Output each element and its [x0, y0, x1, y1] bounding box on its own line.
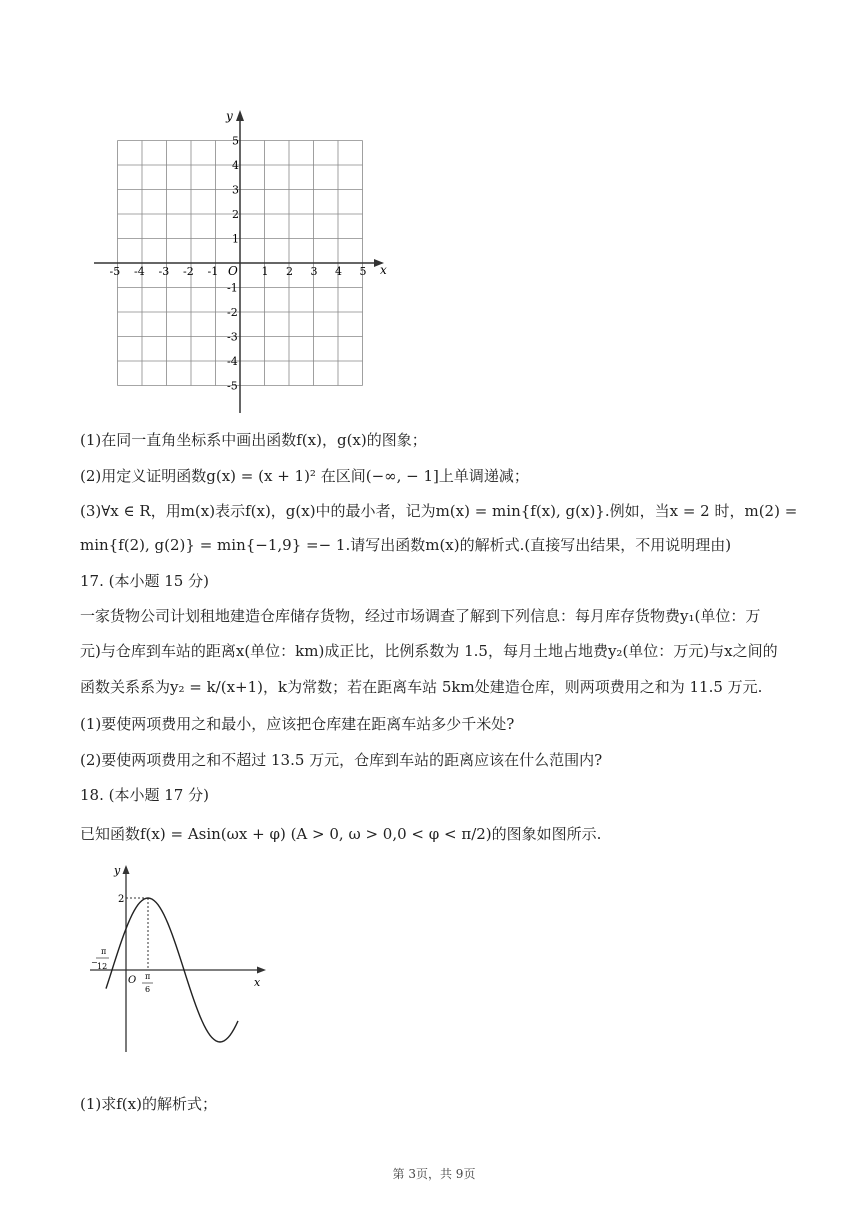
y-axis-arrow-icon [123, 865, 130, 874]
y-tick-label: -2 [227, 306, 238, 319]
x-tick-label: -2 [183, 265, 194, 278]
y-tick-label: -4 [227, 355, 238, 368]
q18-text-line-1: 已知函数f(x) = Asin(ωx + φ) (A > 0, ω > 0,0 < φ < π/2)的图象如图所示. [80, 825, 602, 843]
x-tick-label: 2 [286, 265, 293, 278]
q17-heading: 17. (本小题 15 分) [80, 572, 209, 590]
x-tick-label: 3 [310, 265, 318, 278]
y-tick-label: 4 [232, 159, 239, 172]
q16-part-2: (2)用定义证明函数g(x) = (x + 1)² 在区间(−∞, − 1]上单调递减； [80, 467, 529, 485]
q17-text-line-1: 一家货物公司计划租地建造仓库储存货物，经过市场调查了解到下列信息：每月库存货物费y₁(单位：万 [80, 607, 761, 625]
page-footer: 第 3页，共 9页 [392, 1167, 476, 1181]
y-tick-label: -3 [227, 330, 238, 344]
y-tick-label: -5 [227, 379, 238, 393]
y-tick-label: 3 [232, 183, 239, 197]
q18-heading: 18. (本小题 17 分) [80, 786, 209, 804]
q17-part-1: (1)要使两项费用之和最小，应该把仓库建在距离车站多少千米处? [80, 715, 515, 733]
y-tick-label: 1 [232, 232, 239, 246]
peak-x-label: π 6 [145, 972, 151, 994]
y-tick-label: 5 [232, 134, 239, 148]
x-axis-label: x [254, 976, 261, 989]
q17-text-line-2: 元)与仓库到车站的距离x(单位：km)成正比，比例系数为 1.5，每月土地占地费y₂(单位：万元)与x之间的 [80, 642, 778, 660]
x-tick-labels [110, 265, 367, 278]
x-tick-label: -4 [134, 265, 145, 278]
y-tick-label: 2 [232, 208, 239, 221]
x-tick-label: 4 [335, 265, 342, 278]
x-tick-label: 5 [359, 265, 367, 278]
q16-part-1: (1)在同一直角坐标系中画出函数f(x)，g(x)的图象； [80, 431, 427, 449]
q18-part-1: (1)求f(x)的解析式； [80, 1095, 217, 1113]
y-axis-label: y [226, 109, 233, 123]
origin-label: O [228, 264, 238, 278]
q17-text-line-3: 函数关系系为y₂ = k/(x+1)，k为常数；若在距离车站 5km处建造仓库，则两项费用之和为 11.5 万元. [80, 678, 763, 696]
x-tick-label: -5 [109, 265, 121, 278]
origin-label: O [128, 975, 137, 986]
q16-part-3-line-2: min{f(2), g(2)} = min{−1,9} =− 1.请写出函数m(x)的解析式.(直接写出结果，不用说明理由) [80, 536, 732, 554]
y-axis-label: y [114, 864, 121, 877]
y-tick-label: -1 [227, 281, 238, 295]
left-zero-label: π − 12 [91, 947, 108, 971]
sine-graph-figure [88, 862, 274, 1056]
max-value-label: 2 [118, 894, 125, 905]
q17-part-2: (2)要使两项费用之和不超过 13.5 万元，仓库到车站的距离应该在什么范围内? [80, 751, 603, 769]
x-tick-label: -1 [207, 265, 219, 278]
q16-part-3-line-1: (3)∀x ∈ R，用m(x)表示f(x)，g(x)中的最小者，记为m(x) = min{f(x), g(x)}.例如，当x = 2 时，m(2) = [80, 502, 798, 520]
x-axis-label: x [380, 263, 387, 277]
x-axis-arrow-icon [257, 967, 266, 974]
coordinate-grid-figure [90, 108, 390, 418]
x-tick-label: 1 [261, 265, 269, 278]
y-axis-arrow-icon [236, 110, 244, 121]
x-tick-label: -3 [158, 265, 170, 278]
